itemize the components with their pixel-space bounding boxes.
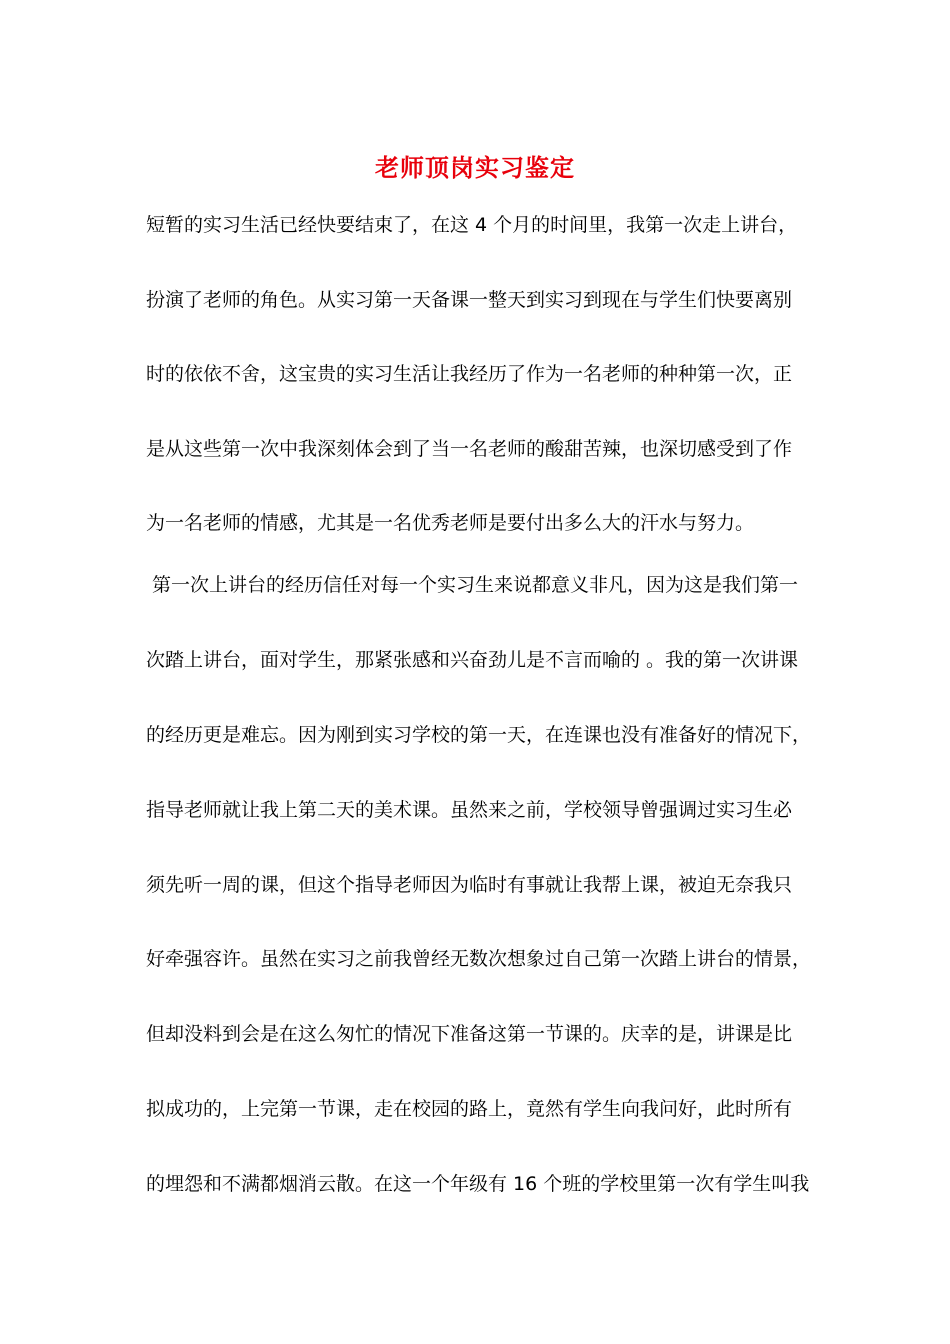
- text-line: 指导老师就让我上第二天的美术课。虽然来之前，学校领导曾强调过实习生必: [146, 799, 793, 821]
- text-line: 次踏上讲台，面对学生，那紧张感和兴奋劲儿是不言而喻的 。我的第一次讲课: [146, 649, 799, 671]
- text-line: 但却没料到会是在这么匆忙的情况下准备这第一节课的。庆幸的是，讲课是比: [146, 1023, 793, 1045]
- text-line: 须先听一周的课，但这个指导老师因为临时有事就让我帮上课，被迫无奈我只: [146, 874, 793, 896]
- text-line: 的埋怨和不满都烟消云散。在这一个年级有 16 个班的学校里第一次有学生叫我: [146, 1173, 810, 1195]
- text-line: 短暂的实习生活已经快要结束了，在这 4 个月的时间里，我第一次走上讲台，: [146, 214, 798, 236]
- text-line: 的经历更是难忘。因为刚到实习学校的第一天，在连课也没有准备好的情况下，: [146, 724, 812, 746]
- text-line: 拟成功的，上完第一节课，走在校园的路上，竟然有学生向我问好，此时所有: [146, 1098, 793, 1120]
- text-line: 是从这些第一次中我深刻体会到了当一名老师的酸甜苦辣，也深切感受到了作: [146, 438, 793, 460]
- text-line: 为一名老师的情感，尤其是一名优秀老师是要付出多么大的汗水与努力。: [146, 512, 755, 534]
- text-line: 好牵强容许。虽然在实习之前我曾经无数次想象过自己第一次踏上讲台的情景，: [146, 948, 812, 970]
- text-line: 扮演了老师的角色。从实习第一天备课一整天到实习到现在与学生们快要离别: [146, 289, 793, 311]
- text-line: 时的依依不舍，这宝贵的实习生活让我经历了作为一名老师的种种第一次，正: [146, 363, 793, 385]
- text-line: 第一次上讲台的经历信任对每一个实习生来说都意义非凡，因为这是我们第一: [152, 574, 799, 596]
- document-title: 老师顶岗实习鉴定: [375, 153, 575, 182]
